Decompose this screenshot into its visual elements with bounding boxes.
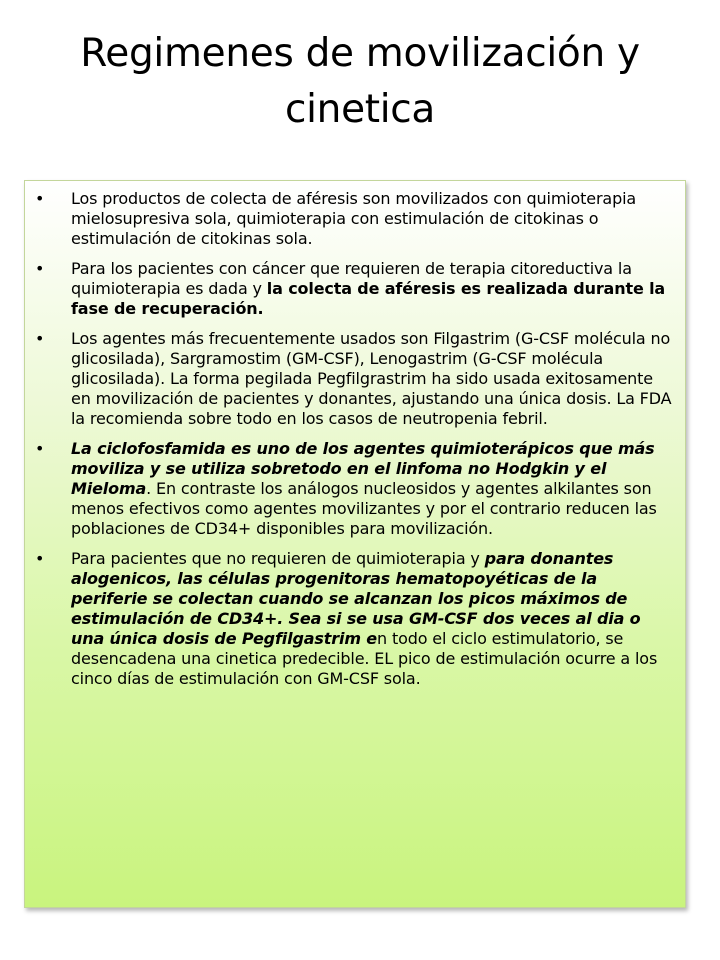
bullet-text: Para los pacientes con cáncer que requieren de terapia citoreductiva la quimioterapia es dada y [71,259,632,298]
bullet-dot: • [35,549,45,568]
bullet-text-bold-italic: para donantes alogenicos, las células progenitoras hematopoyéticas de la periferie se colectan cuando se alcanzan los picos máximos de estimulación de CD34+. Sea si se usa GM-CSF dos veces al dia o una única dosis de Pegfilgastrim e [71,549,641,648]
bullet-item-3 [25,329,677,429]
bullet-item-4 [25,439,677,539]
bullet-dot: • [35,329,45,348]
bullet-text: n todo el ciclo estimulatorio, se desencadena una cinetica predecible. EL pico de estimulación ocurre a los cinco días de estimulación con GM-CSF sola. [71,629,658,688]
bullet-text: Para pacientes que no requieren de quimioterapia y [71,549,485,568]
content-box [24,180,686,908]
bullet-list [25,181,685,689]
bullet-item-1 [25,189,677,249]
bullet-text-bold-italic: La ciclofosfamida es uno de los agentes quimioterápicos que más moviliza y se utiliza sobretodo en el linfoma no Hodgkin y el Mieloma [71,439,655,498]
bullet-item-5 [25,549,677,689]
bullet-text: Los productos de colecta de aféresis son movilizados con quimioterapia mielosupresiva sola, quimioterapia con estimulación de citokinas o estimulación de citokinas sola. [71,189,637,248]
slide-title: Regimenes de movilización y cinetica [80,31,640,132]
bullet-dot: • [35,439,45,458]
bullet-dot: • [35,189,45,208]
bullet-text: . En contraste los análogos nucleosidos y agentes alkilantes son menos efectivos como agentes movilizantes y por el contrario reducen las poblaciones de CD34+ disponibles para movilización. [71,479,657,538]
bullet-text: Los agentes más frecuentemente usados son Filgastrim (G-CSF molécula no glicosilada), Sargramostim (GM-CSF), Lenogastrim (G-CSF molécula glicosilada). La forma pegilada Pegfilgrastrim ha sido usada exitosamente en movilización de pacientes y donantes, ajustando una única dosis. La FDA la recomienda sobre todo en los casos de neutropenia febril. [71,329,672,428]
bullet-text-bold: la colecta de aféresis es realizada durante la fase de recuperación. [71,279,666,318]
bullet-dot: • [35,259,45,278]
bullet-item-2 [25,259,677,319]
